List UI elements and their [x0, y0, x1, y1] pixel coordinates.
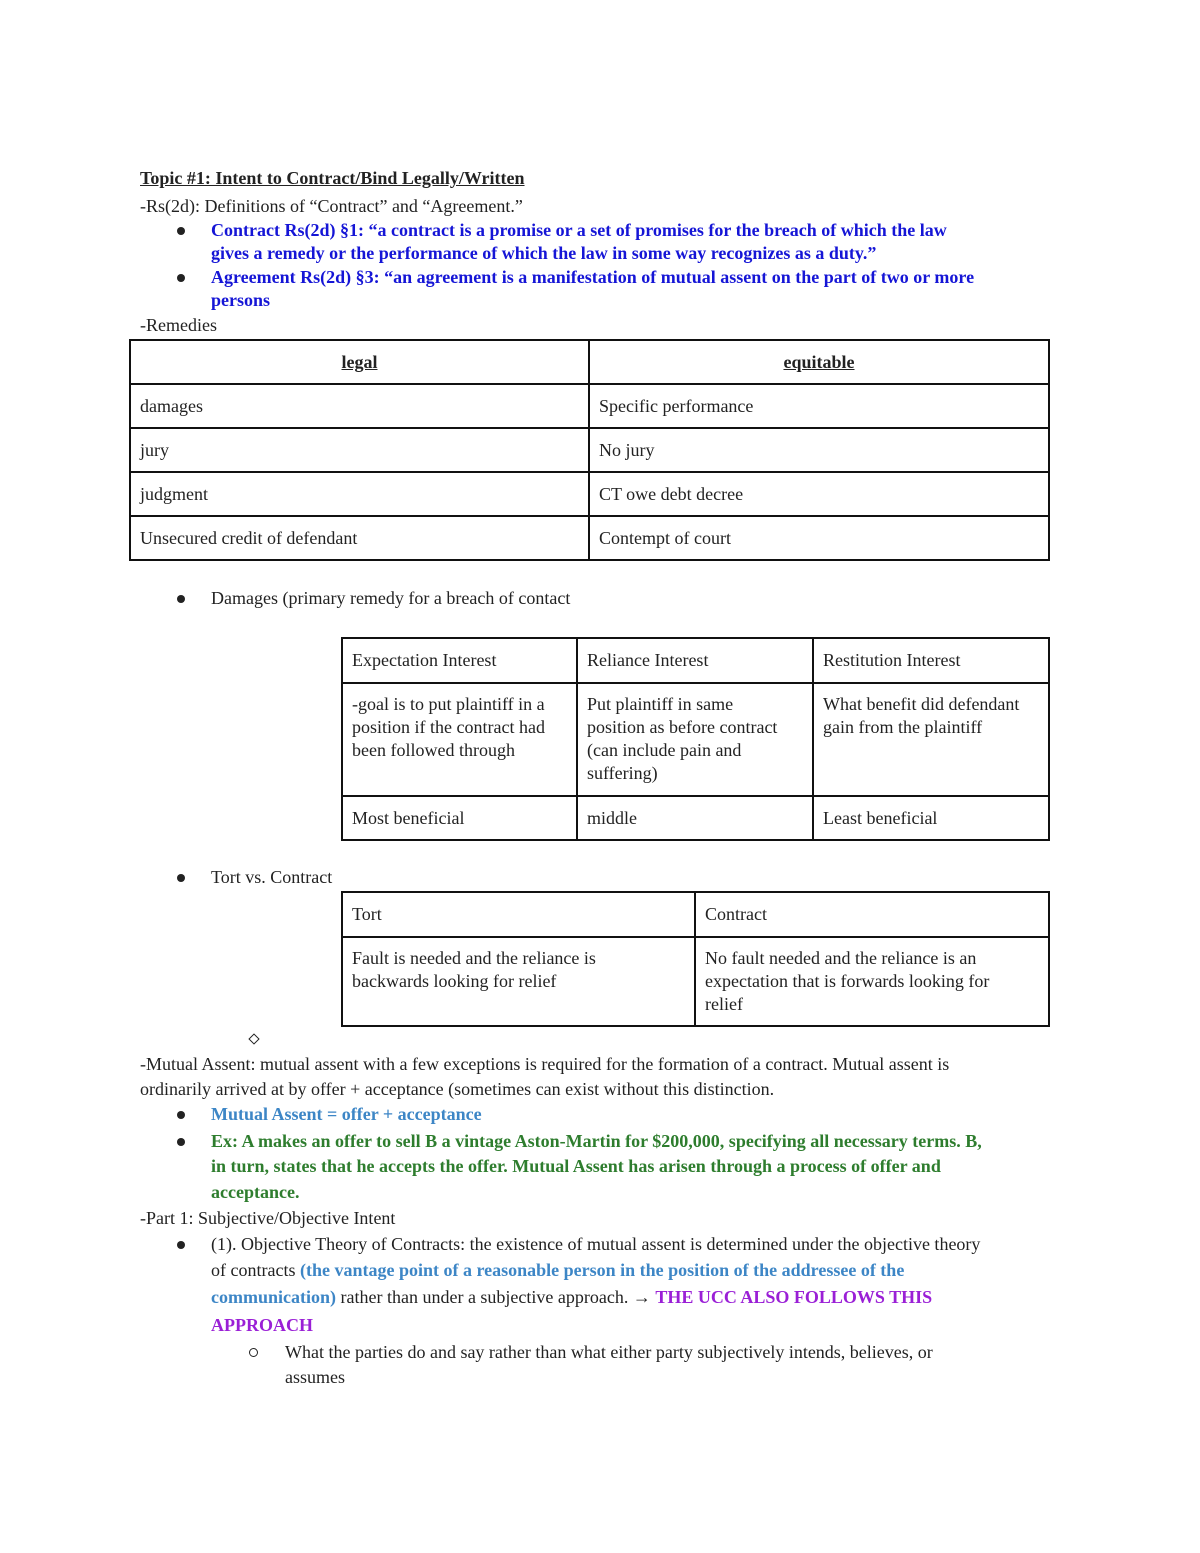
topic-title: Topic #1: Intent to Contract/Bind Legally/Written — [140, 168, 525, 188]
remedies-label: -Remedies — [140, 315, 217, 335]
table-cell: Specific performance — [589, 384, 1049, 428]
objective-theory-line1: (1). Objective Theory of Contracts: the existence of mutual assent is determined under the objective theory — [211, 1234, 981, 1254]
circle-bullet-icon — [249, 1348, 258, 1357]
table-header-row — [130, 340, 1049, 384]
cell-line: What benefit did defendant — [823, 694, 1020, 714]
part1-heading: -Part 1: Subjective/Objective Intent — [140, 1208, 396, 1228]
damages-bullet: Damages (primary remedy for a breach of contact — [211, 588, 571, 608]
table-cell — [342, 683, 577, 796]
cell-line: suffering) — [587, 763, 658, 783]
header-legal: legal — [130, 340, 589, 384]
cell-line: been followed through — [352, 740, 515, 760]
table-cell: Most beneficial — [342, 796, 577, 840]
table-cell: Contempt of court — [589, 516, 1049, 560]
table-row — [342, 937, 1049, 1026]
sub-point-line2: assumes — [285, 1367, 345, 1387]
header-tort: Tort — [342, 892, 695, 937]
table-cell — [695, 937, 1049, 1026]
table-cell: Least beneficial — [813, 796, 1049, 840]
agreement-definition-line1: Agreement Rs(2d) §3: “an agreement is a manifestation of mutual assent on the part of two or more — [211, 267, 975, 287]
definitions-intro: -Rs(2d): Definitions of “Contract” and “Agreement.” — [140, 196, 523, 216]
bullet-icon — [177, 1138, 185, 1146]
ucc-note: THE UCC ALSO FOLLOWS THIS — [655, 1287, 933, 1307]
table-cell: damages — [130, 384, 589, 428]
ucc-note-line2: APPROACH — [211, 1315, 313, 1335]
table-cell: jury — [130, 428, 589, 472]
header-expectation-interest: Expectation Interest — [342, 638, 577, 683]
table-cell — [813, 683, 1049, 796]
bullet-icon — [177, 1111, 185, 1119]
mutual-assent-line1: -Mutual Assent: mutual assent with a few exceptions is required for the formation of a contract. Mutual assent is — [140, 1054, 950, 1074]
agreement-definition-line2: persons — [211, 290, 271, 310]
diamond-bullet-icon — [248, 1033, 259, 1044]
objective-theory-highlight: communication) — [211, 1287, 336, 1307]
table-header-row — [342, 638, 1049, 683]
mutual-assent-line2: ordinarily arrived at by offer + acceptance (sometimes can exist without this distinction. — [140, 1079, 775, 1099]
remedies-table — [129, 339, 1050, 561]
cell-line: -goal is to put plaintiff in a — [352, 694, 545, 714]
example-line2: in turn, states that he accepts the offer. Mutual Assent has arisen through a process of offer and — [211, 1156, 941, 1176]
sub-point-line1: What the parties do and say rather than what either party subjectively intends, believes, or — [285, 1342, 933, 1362]
table-row — [130, 384, 1049, 428]
objective-theory-line2 — [211, 1259, 904, 1282]
objective-theory-text: of contracts — [211, 1260, 300, 1280]
cell-line: Put plaintiff in same — [587, 694, 734, 714]
cell-line: (can include pain and — [587, 740, 742, 760]
table-cell: judgment — [130, 472, 589, 516]
objective-theory-line3 — [211, 1286, 932, 1309]
table-cell: CT owe debt decree — [589, 472, 1049, 516]
tort-contract-table — [341, 891, 1050, 1027]
contract-definition-line2: gives a remedy or the performance of which the law in some way recognizes as a duty.” — [211, 243, 877, 263]
cell-line: backwards looking for relief — [352, 971, 557, 991]
cell-line: position as before contract — [587, 717, 778, 737]
cell-line: gain from the plaintiff — [823, 717, 983, 737]
table-row — [342, 796, 1049, 840]
table-cell — [342, 937, 695, 1026]
cell-line: relief — [705, 994, 743, 1014]
example-line3: acceptance. — [211, 1182, 300, 1202]
table-cell: No jury — [589, 428, 1049, 472]
objective-theory-highlight: (the vantage point of a reasonable person in the position of the addressee of the — [299, 1260, 905, 1280]
table-header-row — [342, 892, 1049, 937]
bullet-icon — [177, 595, 185, 603]
contract-definition-line1: Contract Rs(2d) §1: “a contract is a promise or a set of promises for the breach of which the law — [211, 220, 947, 240]
bullet-icon — [177, 874, 185, 882]
damages-table — [341, 637, 1050, 841]
table-cell: middle — [577, 796, 813, 840]
cell-line: No fault needed and the reliance is an — [705, 948, 977, 968]
bullet-icon — [177, 274, 185, 282]
cell-line: position if the contract had — [352, 717, 545, 737]
example-line1: Ex: A makes an offer to sell B a vintage Aston-Martin for $200,000, specifying all necessary terms. B, — [211, 1131, 982, 1151]
mutual-assent-formula: Mutual Assent = offer + acceptance — [211, 1104, 482, 1124]
header-restitution-interest: Restitution Interest — [813, 638, 1049, 683]
table-row — [130, 472, 1049, 516]
header-equitable: equitable — [589, 340, 1049, 384]
table-cell — [577, 683, 813, 796]
table-row — [342, 683, 1049, 796]
cell-line: expectation that is forwards looking for — [705, 971, 990, 991]
table-row — [130, 428, 1049, 472]
tort-vs-contract-bullet: Tort vs. Contract — [211, 867, 333, 887]
table-row — [130, 516, 1049, 560]
header-contract: Contract — [695, 892, 1049, 937]
header-reliance-interest: Reliance Interest — [577, 638, 813, 683]
cell-line: Fault is needed and the reliance is — [352, 948, 596, 968]
table-cell: Unsecured credit of defendant — [130, 516, 589, 560]
bullet-icon — [177, 1241, 185, 1249]
bullet-icon — [177, 227, 185, 235]
objective-theory-text: rather than under a subjective approach. → — [336, 1287, 656, 1307]
